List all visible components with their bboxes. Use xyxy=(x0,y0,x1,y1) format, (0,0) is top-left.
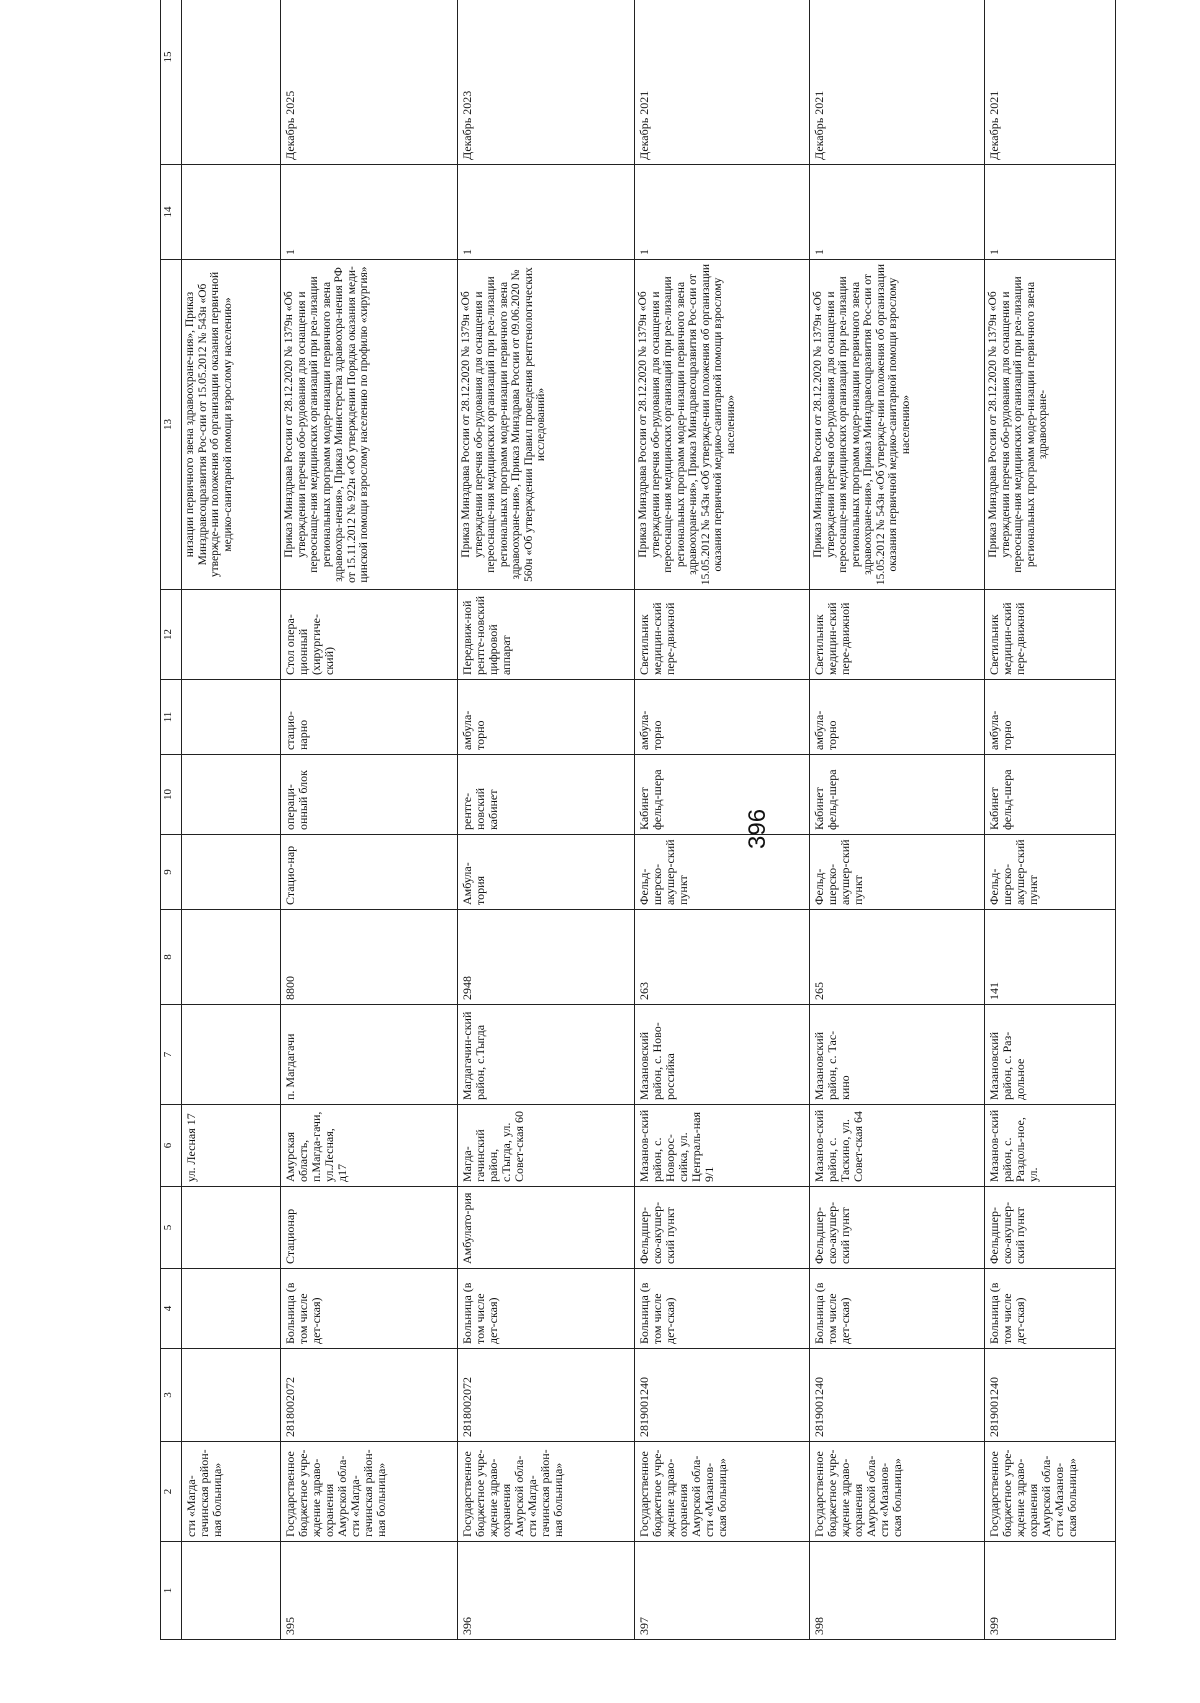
table-cell: Приказ Минздрава России от 28.12.2020 № 1379н «Об утверждении перечня обо-рудования для оснащения и переоснаще-ния медицинских организаций при реа-лизации региональных программ модер-низации первичного звена здравоохране- xyxy=(985,260,1116,590)
table-cell: 1 xyxy=(985,165,1116,260)
table-cell: Стацио-нар xyxy=(281,835,458,910)
table-cell: Мазановский район, с. Тас-кино xyxy=(810,1005,985,1105)
table-row xyxy=(458,0,635,1640)
table-cell: 2948 xyxy=(458,910,635,1005)
header-cell: 9 xyxy=(161,835,182,910)
table-cell: Мазанов-ский район, с. Новорос-сийка, ул. Централь-ная 9/1 xyxy=(635,1105,810,1187)
table-cell: Государственное бюджетное учре-ждение здраво-охранения Амурской обла-сти «Мазанов-ская больница» xyxy=(635,1442,810,1542)
table-cell: Больница (в том числе дет-ская) xyxy=(985,1269,1116,1349)
table-cell: Магда-гачинский район, с.Тыгда, ул. Совет-ская 60 xyxy=(458,1105,635,1187)
table-cell: п. Магдагачи xyxy=(281,1005,458,1105)
table-cell: Стационар xyxy=(281,1187,458,1269)
table-cell: 397 xyxy=(635,1542,810,1640)
header-cell: 5 xyxy=(161,1187,182,1269)
table-cell: Фельд-шерско-акушер-ский пункт xyxy=(985,835,1116,910)
table-cell: 395 xyxy=(281,1542,458,1640)
table-cell: 1 xyxy=(810,165,985,260)
table-cell: 396 xyxy=(458,1542,635,1640)
table-cell: Магдагачин-ский район, с.Тыгда xyxy=(458,1005,635,1105)
header-cell: 15 xyxy=(161,0,182,165)
table-cell: Кабинет фельд-шера xyxy=(810,755,985,835)
table-cell: Передвиж-ной рентге-новский цифровой аппарат xyxy=(458,590,635,680)
table-cell: 2818002072 xyxy=(458,1349,635,1442)
table-cell: Амбула-тория xyxy=(458,835,635,910)
table-cell: Приказ Минздрава России от 28.12.2020 № 1379н «Об утверждении перечня обо-рудования для оснащения и переоснаще-ния медицинских организаций при реа-лизации региональных программ модер-низации первичного звена здравоохране-ния», Приказ Минздравсоцразвития Рос-сии от 15.05.2012 № 543н «Об утвержде-нии положения об организации оказания первичной медико-санитарной помощи взрослому населению» xyxy=(635,260,810,590)
table-cell: сти «Магда-гачинская район-ная больница» xyxy=(182,1442,281,1542)
table-cell: амбула-торно xyxy=(810,680,985,755)
table-cell xyxy=(182,1187,281,1269)
table-cell: 1 xyxy=(635,165,810,260)
table-cell: Приказ Минздрава России от 28.12.2020 № 1379н «Об утверждении перечня обо-рудования для оснащения и переоснаще-ния медицинских организаций при реа-лизации региональных программ модер-низации первичного звена здравоохране-ния», Приказ Минздравсоцразвития Рос-сии от 15.05.2012 № 543н «Об утвержде-нии положения об организации оказания первичной медико-санитарной помощи взрослому населению» xyxy=(810,260,985,590)
header-cell: 3 xyxy=(161,1349,182,1442)
table-cell: ул. Лесная 17 xyxy=(182,1105,281,1187)
table-cell: Мазанов-ский район, с. Раздоль-ное, ул. xyxy=(985,1105,1116,1187)
table-row xyxy=(635,0,810,1640)
rotated-table-wrapper xyxy=(160,50,1079,1640)
header-cell: 14 xyxy=(161,165,182,260)
table-cell: Мазанов-ский район, с. Таскино, ул. Совет-ская 64 xyxy=(810,1105,985,1187)
table-cell: 1 xyxy=(281,165,458,260)
table-cell: Фельд-шерско-акушер-ский пункт xyxy=(810,835,985,910)
equipment-table xyxy=(160,0,1116,1640)
table-cell: Амурская область, п.Магда-гачи, ул.Лесная, д17 xyxy=(281,1105,458,1187)
table-row xyxy=(985,0,1116,1640)
table-row xyxy=(810,0,985,1640)
table-cell: низации первичного звена здравоохране-ния», Приказ Минздравсоцразвития Рос-сии от 15.05.2012 № 543н «Об утвержде-нии положения об организации оказания первичной медико-санитарной помощи взрослому населению» xyxy=(182,260,281,590)
table-cell: Стол опера-ционный (хирургиче-ский) xyxy=(281,590,458,680)
table-cell: 265 xyxy=(810,910,985,1005)
header-cell: 12 xyxy=(161,590,182,680)
header-cell: 8 xyxy=(161,910,182,1005)
table-cell: Декабрь 2021 xyxy=(985,0,1116,165)
table-cell: Больница (в том числе дет-ская) xyxy=(281,1269,458,1349)
header-cell: 6 xyxy=(161,1105,182,1187)
header-cell: 1 xyxy=(161,1542,182,1640)
table-cell: Декабрь 2025 xyxy=(281,0,458,165)
table-cell: 2818002072 xyxy=(281,1349,458,1442)
table-cell: Государственное бюджетное учре-ждение здраво-охранения Амурской обла-сти «Мазанов-ская больница» xyxy=(810,1442,985,1542)
table-cell: рентге-новский кабинет xyxy=(458,755,635,835)
table-cell: 8800 xyxy=(281,910,458,1005)
table-cell xyxy=(182,165,281,260)
continuation-row xyxy=(182,0,281,1640)
table-cell: операци-онный блок xyxy=(281,755,458,835)
table-cell: Фельд-шерско-акушер-ский пункт xyxy=(635,835,810,910)
table-cell: 1 xyxy=(458,165,635,260)
table-cell: Фельдшер-ско-акушер-ский пункт xyxy=(810,1187,985,1269)
table-cell: Фельдшер-ско-акушер-ский пункт xyxy=(985,1187,1116,1269)
header-row xyxy=(161,0,182,1640)
table-cell: Светильник медицин-ский пере-движной xyxy=(985,590,1116,680)
table-cell: 399 xyxy=(985,1542,1116,1640)
table-cell xyxy=(182,680,281,755)
table-cell: Государственное бюджетное учре-ждение здраво-охранения Амурской обла-сти «Магда-гачинская район-ная больница» xyxy=(281,1442,458,1542)
table-cell: Больница (в том числе дет-ская) xyxy=(458,1269,635,1349)
table-cell: Декабрь 2021 xyxy=(810,0,985,165)
table-cell: Амбулато-рия xyxy=(458,1187,635,1269)
table-cell: Мазановский район, с. Ново-российка xyxy=(635,1005,810,1105)
table-cell xyxy=(182,910,281,1005)
table-cell xyxy=(182,1005,281,1105)
table-cell: 2819001240 xyxy=(985,1349,1116,1442)
table-cell: Приказ Минздрава России от 28.12.2020 № 1379н «Об утверждении перечня обо-рудования для оснащения и переоснаще-ния медицинских организаций при реа-лизации региональных программ модер-низации первичного звена здравоохране-ния», Приказ Минздрава России от 09.06.2020 № 560н «Об утверждении Правил проведения рентгенологических исследований» xyxy=(458,260,635,590)
table-cell: 263 xyxy=(635,910,810,1005)
header-cell: 7 xyxy=(161,1005,182,1105)
header-cell: 4 xyxy=(161,1269,182,1349)
table-cell: Мазановский район, с. Раз-дольное xyxy=(985,1005,1116,1105)
header-cell: 11 xyxy=(161,680,182,755)
table-cell: Фельдшер-ско-акушер-ский пункт xyxy=(635,1187,810,1269)
table-cell xyxy=(182,1349,281,1442)
table-cell: Светильник медицин-ский пере-движной xyxy=(810,590,985,680)
table-cell: Государственное бюджетное учре-ждение здраво-охранения Амурской обла-сти «Мазанов-ская больница» xyxy=(985,1442,1116,1542)
table-cell: амбула-торно xyxy=(635,680,810,755)
table-cell xyxy=(182,0,281,165)
table-cell: 2819001240 xyxy=(635,1349,810,1442)
table-cell: Светильник медицин-ский пере-движной xyxy=(635,590,810,680)
page-number: 396 xyxy=(744,808,771,849)
header-cell: 2 xyxy=(161,1442,182,1542)
table-cell: стацио-нарно xyxy=(281,680,458,755)
table-cell: Приказ Минздрава России от 28.12.2020 № 1379н «Об утверждении перечня обо-рудования для оснащения и переоснаще-ния медицинских организаций при реа-лизации региональных программ модер-низации первичного звена здравоохра-нения», Приказ Министерства здравоохра-нения РФ от 15.11.2012 № 922н «Об утверждении Порядка оказания меди-цинской помощи взрослому населению по профилю «хирургия» xyxy=(281,260,458,590)
header-cell: 10 xyxy=(161,755,182,835)
header-cell: 13 xyxy=(161,260,182,590)
table-cell xyxy=(182,1269,281,1349)
table-cell: Государственное бюджетное учре-ждение здраво-охранения Амурской обла-сти «Магда-гачинская район-ная больница» xyxy=(458,1442,635,1542)
table-cell: Декабрь 2023 xyxy=(458,0,635,165)
table-cell: амбула-торно xyxy=(458,680,635,755)
table-cell xyxy=(182,755,281,835)
table-cell: Больница (в том числе дет-ская) xyxy=(810,1269,985,1349)
table-cell: 398 xyxy=(810,1542,985,1640)
table-cell: Кабинет фельд-шера xyxy=(635,755,810,835)
table-cell: Декабрь 2021 xyxy=(635,0,810,165)
table-cell: Больница (в том числе дет-ская) xyxy=(635,1269,810,1349)
table-cell: амбула-торно xyxy=(985,680,1116,755)
table-cell: 2819001240 xyxy=(810,1349,985,1442)
table-cell: 141 xyxy=(985,910,1116,1005)
table-cell xyxy=(182,1542,281,1640)
table-cell xyxy=(182,590,281,680)
table-cell: Кабинет фельд-шера xyxy=(985,755,1116,835)
table-cell xyxy=(182,835,281,910)
table-row xyxy=(281,0,458,1640)
